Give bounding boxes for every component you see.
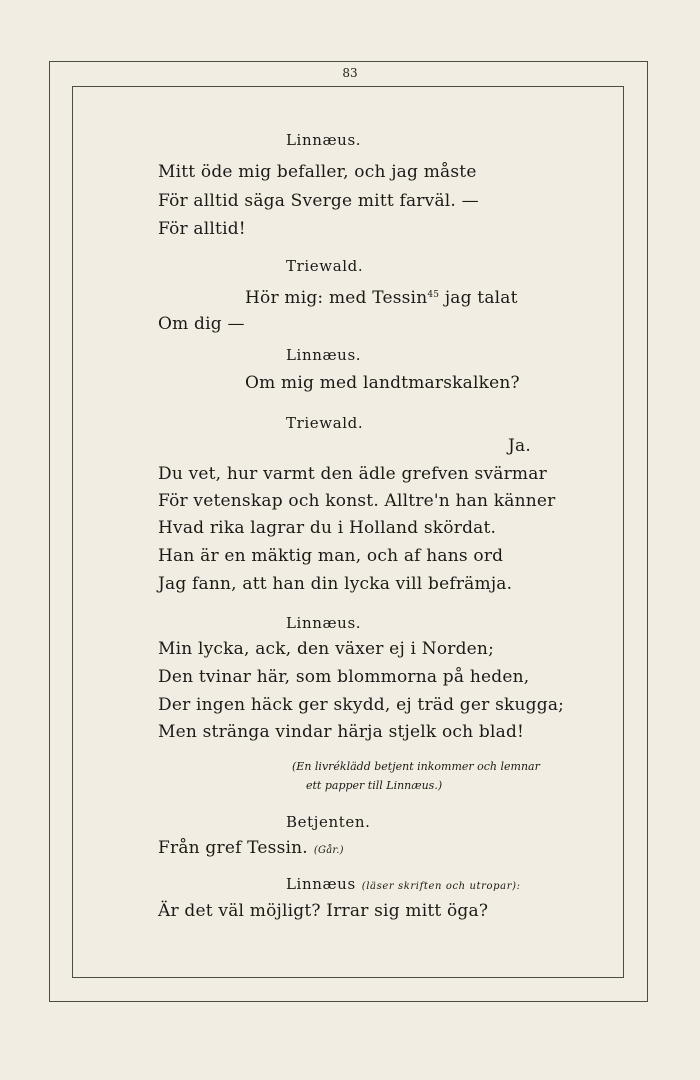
speaker-name: Linnæus — [286, 875, 356, 893]
speaker-linnaeus — [286, 875, 521, 893]
speaker-betjenten: Betjenten. — [286, 813, 371, 831]
verse-line: Men stränga vindar härja stjelk och blad! — [158, 722, 525, 742]
verse-line — [158, 838, 344, 861]
verse-line: Ja. — [508, 436, 531, 456]
verse-line: Om mig med landtmarskalken? — [245, 373, 520, 393]
verse-line: Hvad rika lagrar du i Holland skördat. — [158, 518, 497, 538]
speaker-linnaeus: Linnæus. — [286, 346, 362, 364]
verse-line: Du vet, hur varmt den ädle grefven svärmar — [158, 464, 547, 484]
speaker-triewald: Triewald. — [286, 414, 364, 432]
footnote-marker: 45 — [427, 290, 440, 300]
speaker-linnaeus: Linnæus. — [286, 614, 362, 632]
verse-line: Den tvinar här, som blommorna på heden, — [158, 667, 530, 687]
stage-direction: (läser skriften och utropar): — [361, 881, 521, 892]
verse-line — [245, 285, 518, 308]
verse-text: Från gref Tessin. — [158, 838, 308, 858]
verse-line: Om dig — — [158, 314, 245, 334]
verse-line: Min lycka, ack, den växer ej i Norden; — [158, 639, 495, 659]
speaker-triewald: Triewald. — [286, 257, 364, 275]
verse-text: jag talat — [444, 288, 518, 308]
verse-line: För alltid! — [158, 219, 246, 239]
stage-direction: ett papper till Linnæus.) — [306, 779, 443, 792]
page-number: 83 — [342, 66, 358, 80]
verse-line: Han är en mäktig man, och af hans ord — [158, 546, 504, 566]
stage-direction: (Går.) — [313, 845, 344, 856]
verse-line: Jag fann, att han din lycka vill befrämja. — [158, 574, 513, 594]
verse-line: Mitt öde mig befaller, och jag måste — [158, 162, 477, 182]
verse-text: Hör mig: med Tessin — [245, 288, 428, 308]
verse-line: Är det väl möjligt? Irrar sig mitt öga? — [158, 901, 489, 921]
verse-line: Der ingen häck ger skydd, ej träd ger skugga; — [158, 695, 565, 715]
stage-direction: (En livréklädd betjent inkommer och lemnar — [292, 760, 540, 773]
verse-line: För vetenskap och konst. Alltre'n han känner — [158, 491, 556, 511]
speaker-linnaeus: Linnæus. — [286, 131, 362, 149]
verse-line: För alltid säga Sverge mitt farväl. — — [158, 191, 479, 211]
